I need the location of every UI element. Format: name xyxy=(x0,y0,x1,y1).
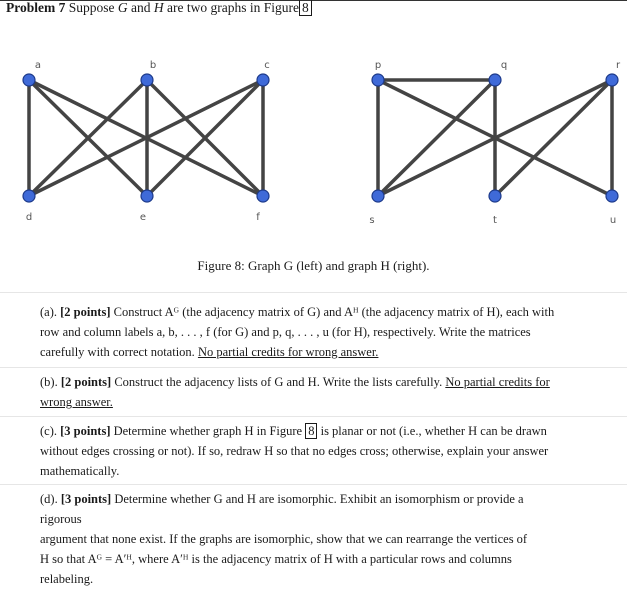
graphs-figure xyxy=(0,0,627,250)
graph-g-label-c: c xyxy=(264,60,270,71)
graph-h-label-q: q xyxy=(500,60,508,71)
graph-h-vertex-r xyxy=(606,74,618,86)
graph-h-label-p: p xyxy=(374,60,382,71)
graph-h-vertex-q xyxy=(489,74,501,86)
graph-h-label-t: t xyxy=(493,215,497,226)
graph-h-label-r: r xyxy=(615,60,621,71)
graph-h-vertex-p xyxy=(372,74,384,86)
graph-g-vertex-d xyxy=(23,190,35,202)
graph-h-label-u: u xyxy=(609,215,617,226)
graph-g-vertex-f xyxy=(257,190,269,202)
graph-g-vertex-e xyxy=(141,190,153,202)
graph-g-vertex-b xyxy=(141,74,153,86)
graph-h-edge-q-s xyxy=(378,80,495,196)
graph-g-vertex-a xyxy=(23,74,35,86)
graph-g-label-d: d xyxy=(25,212,33,223)
divider xyxy=(0,484,627,485)
divider xyxy=(0,416,627,417)
problem-header: Problem 7 Suppose G and H are two graphs in Figure 8 xyxy=(6,0,312,16)
graph-g-edges xyxy=(29,80,263,196)
graph-h-edge-r-t xyxy=(495,80,612,196)
divider xyxy=(0,367,627,368)
graph-h-label-s: s xyxy=(369,215,375,226)
figure-ref-link[interactable]: 8 xyxy=(305,423,317,439)
question-c: (c). [3 points] Determine whether graph H in Figure 8 is planar or not (i.e., whether H can be drawn without edges crossing or not). If so, redraw H so that no edges cross; otherwise, explain your answer mathematically. xyxy=(40,424,549,478)
divider xyxy=(0,292,627,293)
figure-ref-link[interactable]: 8 xyxy=(299,0,312,16)
question-d: (d). [3 points] Determine whether G and H are isomorphic. Exhibit an isomorphism or provide a rigorous argument that none exist. If the graphs are isomorphic, show that we can rearrange the vertices of H so that Aᴳ = A′ᴴ, where A′ᴴ is the adjacency matrix of H with a particular rows and columns relabeling. xyxy=(40,492,528,586)
graph-h-edges xyxy=(378,80,612,196)
graph-g-label-a: a xyxy=(34,60,42,71)
graph-h-vertex-s xyxy=(372,190,384,202)
graph-g-label-b: b xyxy=(149,60,157,71)
graph-h-vertex-u xyxy=(606,190,618,202)
graph-g-vertex-c xyxy=(257,74,269,86)
question-a: (a). [2 points] Construct Aᴳ (the adjacency matrix of G) and Aᴴ (the adjacency matrix of H), each with row and column labels a, b, . . . , f (for G) and p, q, . . . , u (for H), respectively. Write the matrices carefully with correct notation. No partial credits for wrong answer. xyxy=(40,305,555,359)
problem-number: Problem 7 xyxy=(6,0,66,15)
graph-g-label-f: f xyxy=(256,212,260,223)
question-b: (b). [2 points] Construct the adjacency lists of G and H. Write the lists carefully. No partial credits for wrong answer. xyxy=(40,375,550,409)
graph-h-vertex-t xyxy=(489,190,501,202)
graph-g-label-e: e xyxy=(139,212,147,223)
figure-caption: Figure 8: Graph G (left) and graph H (right). xyxy=(197,258,430,273)
